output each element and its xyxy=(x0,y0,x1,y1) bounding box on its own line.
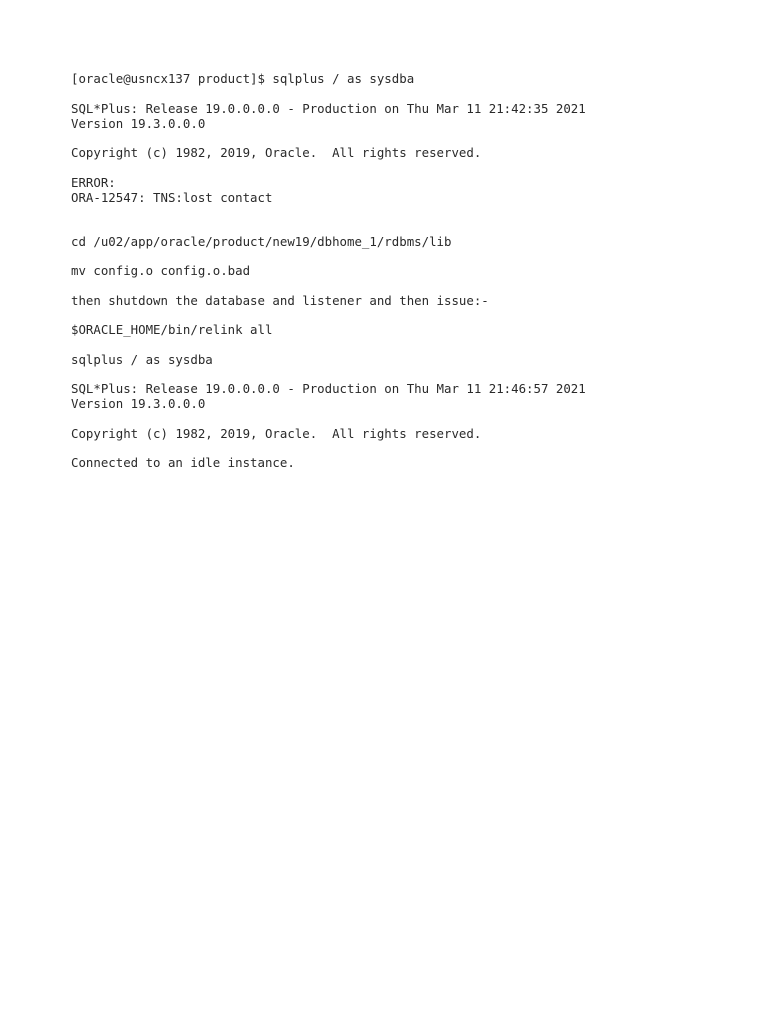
relink-command-line: $ORACLE_HOME/bin/relink all xyxy=(71,322,273,337)
sqlplus-release-line: SQL*Plus: Release 19.0.0.0.0 - Production on Thu Mar 11 21:42:35 2021 xyxy=(71,100,586,116)
error-label-line: ERROR: xyxy=(71,174,116,190)
connected-status-line: Connected to an idle instance. xyxy=(71,455,295,470)
blank-line xyxy=(71,411,731,426)
copyright-line: Copyright (c) 1982, 2019, Oracle. All rights reserved. xyxy=(71,145,482,160)
blank-line xyxy=(71,86,731,101)
blank-line xyxy=(71,131,731,146)
sqlplus-command-line: sqlplus / as sysdba xyxy=(71,351,213,367)
sqlplus-version-line: Version 19.3.0.0.0 xyxy=(71,396,206,411)
blank-line xyxy=(71,160,731,175)
shell-prompt-line: [oracle@usncx137 product]$ sqlplus / as sysdba xyxy=(71,71,415,86)
blank-line xyxy=(71,337,731,352)
blank-line xyxy=(71,441,731,456)
blank-line xyxy=(71,249,731,264)
blank-lines xyxy=(71,205,731,234)
blank-line xyxy=(71,278,731,293)
blank-line xyxy=(71,308,731,323)
mv-command-line: mv config.o config.o.bad xyxy=(71,263,251,278)
cd-command-line: cd /u02/app/oracle/product/new19/dbhome_1/rdbms/lib xyxy=(71,233,452,249)
sqlplus-version-line: Version 19.3.0.0.0 xyxy=(71,115,206,131)
document-body xyxy=(71,71,731,470)
instruction-line: then shutdown the database and listener and then issue:- xyxy=(71,292,489,308)
blank-line xyxy=(71,367,731,382)
sqlplus-release-line: SQL*Plus: Release 19.0.0.0.0 - Production on Thu Mar 11 21:46:57 2021 xyxy=(71,381,586,396)
copyright-line: Copyright (c) 1982, 2019, Oracle. All rights reserved. xyxy=(71,425,482,441)
error-code-line: ORA-12547: TNS:lost contact xyxy=(71,189,273,205)
